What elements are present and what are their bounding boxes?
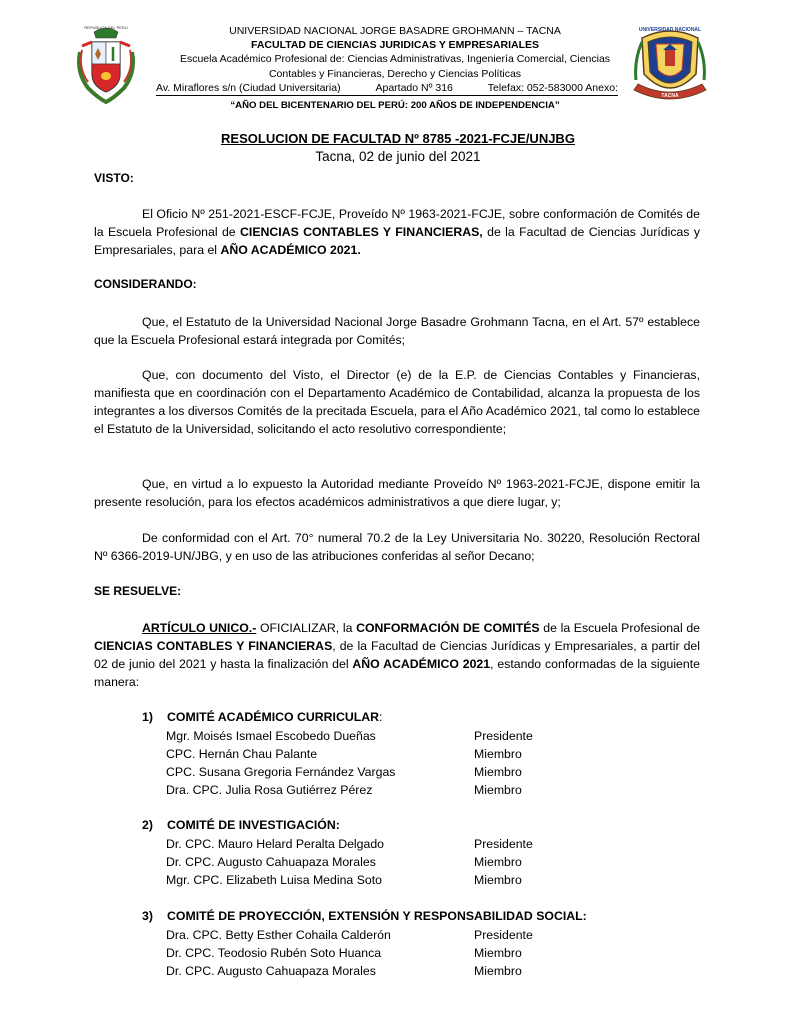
peru-coat-of-arms-icon [74,22,138,104]
schools-line-2: Contables y Financieras, Derecho y Ciencias Políticas [268,68,522,80]
considerando-paragraph-2: Que, con documento del Visto, el Director (e) de la E.P. de Ciencias Contables y Financieras, manifiesta que en coordinación con el Departamento Académico de Contabilidad, alcanza la propuesta de los integrantes a los diversos Comités de la precitada Escuela, para el Año Académico 2021, tal como lo establece el Estatuto de la Universidad, solicitando el acto resolutivo correspondiente; [94,368,700,436]
visto-paragraph: El Oficio Nº 251-2021-ESCF-FCJE, Proveído Nº 1963-2021-FCJE, sobre conformación de Comités de la Escuela Profesional de CIENCIAS CONTABLES Y FINANCIERAS, de la Facultad de Ciencias Jurídicas y Empresariales, para el AÑO ACADÉMICO 2021. [94,207,700,257]
faculty-name: FACULTAD DE CIENCIAS JURIDICAS Y EMPRESARIALES [250,39,539,51]
address: Av. Miraflores s/n (Ciudad Universitaria) [156,82,341,94]
considerando-paragraph-1: Que, el Estatuto de la Universidad Nacional Jorge Basadre Grohmann Tacna, en el Art. 57º establece que la Escuela Profesional estará integrada por Comités; [94,315,700,347]
address-line [156,81,618,96]
resuelve-heading: SE RESUELVE: [94,584,182,598]
svg-text:TACNA: TACNA [661,93,679,99]
committee-2-title: 2) COMITÉ DE INVESTIGACIÓN: [142,818,340,832]
telefax: Telefax: 052-583000 Anexo: [487,82,618,94]
document-page: REPUBLICA DEL PERU UNIVERSIDAD NACIONAL TACNA UNIVERSIDAD NACIONAL JORGE BASADRE GROHMANN – TACNA FACULTAD DE CIENCIAS JURIDICAS Y EMPRESARIALES Escuela Académico Profesional de: Ciencias Administrativas, Ingeniería Comercial, Ciencias Contables y Financieras, Derecho y Ciencias Políticas Av. Miraflores s/n (Ciudad Universitaria) Apartado Nº 316 Telefax: 052-583000 Anexo: “AÑO DEL BICENTENARIO DEL PERÚ: 200 AÑOS DE INDEPENDENCIA” RESOLUCION DE FACULTAD Nº 8785 -2021-FCJE/UNJBG Tacna, 02 de junio del 2021 VISTO: El Oficio Nº 251-2021-ESCF-FCJE, Proveído Nº 1963-2021-FCJE, sobre conformación de Comités de la Escuela Profesional de CIENCIAS CONTABLES Y FINANCIERAS, de la Facultad de Ciencias Jurídicas y Empresariales, para el AÑO ACADÉMICO 2021. CONSIDERANDO: Que, el Estatuto de la Universidad Nacional Jorge Basadre Grohmann Tacna, en el Art. 57º establece que la Escuela Profesional estará integrada por Comités; Que, con documento del Visto, el Director (e) de la E.P. de Ciencias Contables y Financieras, manifiesta que en coordinación con el Departamento Académico de Contabilidad, alcanza la propuesta de los integrantes a los diversos Comités de la precitada Escuela, para el Año Académico 2021, tal como lo establece el Estatuto de la Universidad, solicitando el acto resolutivo correspondiente; Que, en virtud a lo expuesto la Autoridad mediante Proveído Nº 1963-2021-FCJE, dispone emitir la presente resolución, para los efectos académicos administrativos a que diere lugar, y; De conformidad con el Art. 70° numeral 70.2 de la Ley Universitaria No. 30220, Resolución Rectoral Nº 6366-2019-UN/JBG, y en uso de las atribuciones conferidas al señor Decano; SE RESUELVE: ARTÍCULO UNICO.- OFICIALIZAR, la CONFORMACIÓN DE COMITÉS de la Escuela Profesional de CIENCIAS CONTABLES Y FINANCIERAS, de la Facultad de Ciencias Jurídicas y Empresariales, a partir del 02 de junio del 2021 y hasta la finalización del AÑO ACADÉMICO 2021, estando conformadas de la siguiente manera: 1) COMITÉ ACADÉMICO CURRICULAR: Mgr. Moisés Ismael Escobedo Dueñas Presidente CPC. Hernán Chau Palante Miembro CPC. Susana Gregoria Fernández Vargas Miembro Dra. CPC. Julia Rosa Gutiérrez Pérez Miembro 2) COMITÉ DE INVESTIGACIÓN: Dr. CPC. Mauro Helard Peralta Delgado Presidente Dr. CPC. Augusto Cahuapaza Morales Miembro Mgr. CPC. Elizabeth Luisa Medina Soto Miembro 3) COMITÉ DE PROYECCIÓN, EXTENSIÓN Y RESPONSABILIDAD SOCIAL: Dra. CPC. Betty Esther Cohaila Calderón Presidente Dr. CPC. Teodosio Rubén Soto Huanca Miembro Dr. CPC. Augusto Cahuapaza Morales Miembro [0,0,796,1012]
university-emblem-icon [632,20,708,106]
committee-1-title: 1) COMITÉ ACADÉMICO CURRICULAR: [142,710,383,724]
resolution-title: RESOLUCION DE FACULTAD Nº 8785 -2021-FCJE/UNJBG [221,131,575,146]
year-motto: “AÑO DEL BICENTENARIO DEL PERÚ: 200 AÑOS DE INDEPENDENCIA” [230,100,560,111]
considerando-paragraph-3: Que, en virtud a lo expuesto la Autoridad mediante Proveído Nº 1963-2021-FCJE, dispone emitir la presente resolución, para los efectos académicos administrativos a que diere lugar, y; [94,477,700,509]
university-name: UNIVERSIDAD NACIONAL JORGE BASADRE GROHMANN – TACNA [229,25,561,37]
article-paragraph: ARTÍCULO UNICO.- OFICIALIZAR, la CONFORMACIÓN DE COMITÉS de la Escuela Profesional de CIENCIAS CONTABLES Y FINANCIERAS, de la Facultad de Ciencias Jurídicas y Empresariales, a partir del 02 de junio del 2021 y hasta la finalización del AÑO ACADÉMICO 2021, estando conformadas de la siguiente manera: [94,621,701,689]
svg-text:REPUBLICA DEL PERU: REPUBLICA DEL PERU [84,25,128,30]
place-date: Tacna, 02 de junio del 2021 [315,149,481,164]
committee-3-title: 3) COMITÉ DE PROYECCIÓN, EXTENSIÓN Y RESPONSABILIDAD SOCIAL: [142,909,587,923]
schools-line: Escuela Académico Profesional de: Ciencias Administrativas, Ingeniería Comercial, Ciencias [179,53,611,65]
considerando-heading: CONSIDERANDO: [94,277,197,291]
considerando-paragraph-4: De conformidad con el Art. 70° numeral 70.2 de la Ley Universitaria No. 30220, Resolución Rectoral Nº 6366-2019-UN/JBG, y en uso de las atribuciones conferidas al señor Decano; [94,531,700,563]
postal-box: Apartado Nº 316 [375,82,453,94]
visto-heading: VISTO: [94,171,134,185]
svg-text:UNIVERSIDAD NACIONAL: UNIVERSIDAD NACIONAL [638,27,702,33]
